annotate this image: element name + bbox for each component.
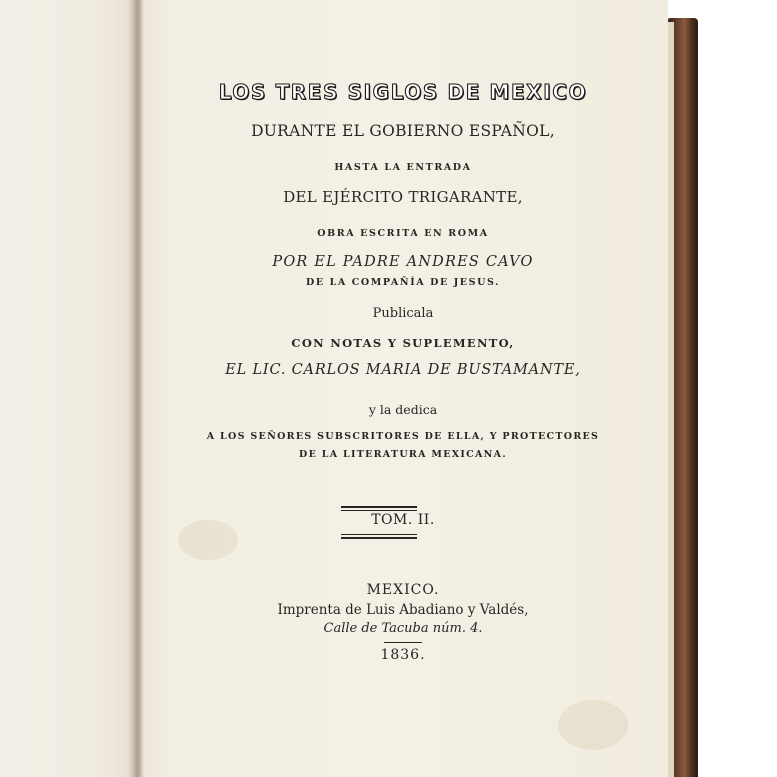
year-line: 1836. xyxy=(380,647,426,663)
short-rule xyxy=(384,642,422,643)
subtitle-line-2: HASTA LA ENTRADA xyxy=(334,162,472,173)
main-title: LOS TRES SIGLOS DE MEXICO xyxy=(218,80,588,104)
notes-line: CON NOTAS Y SUPLEMENTO, xyxy=(291,336,515,350)
dedica-line: y la dedica xyxy=(368,402,438,417)
publicala-line: Publicala xyxy=(372,306,434,321)
volume-label: TOM. II. xyxy=(371,512,435,528)
dedication-line-1: A LOS SEÑORES SUBSCRITORES DE ELLA, Y PROTECTORES xyxy=(206,431,600,442)
subtitle-line-4: OBRA ESCRITA EN ROMA xyxy=(317,228,489,239)
subtitle-line-3: DEL EJÉRCITO TRIGARANTE, xyxy=(283,188,523,206)
title-page xyxy=(138,0,668,777)
double-rule-top xyxy=(341,506,417,511)
foxing-stain xyxy=(558,700,628,750)
book-gutter xyxy=(128,0,144,777)
printer-line: Imprenta de Luis Abadiano y Valdés, xyxy=(277,602,529,618)
double-rule-bottom xyxy=(341,534,417,539)
city-line: MEXICO. xyxy=(366,582,440,598)
dedication-line-2: DE LA LITERATURA MEXICANA. xyxy=(299,449,507,460)
editor-line: EL LIC. CARLOS MARIA DE BUSTAMANTE, xyxy=(225,362,581,378)
left-blank-page xyxy=(0,0,136,777)
address-line: Calle de Tacuba núm. 4. xyxy=(323,621,483,636)
author-line: POR EL PADRE ANDRES CAVO xyxy=(272,254,534,270)
author-affiliation: DE LA COMPAÑÍA DE JESUS. xyxy=(305,277,501,288)
subtitle-line-1: DURANTE EL GOBIERNO ESPAÑOL, xyxy=(251,122,555,140)
